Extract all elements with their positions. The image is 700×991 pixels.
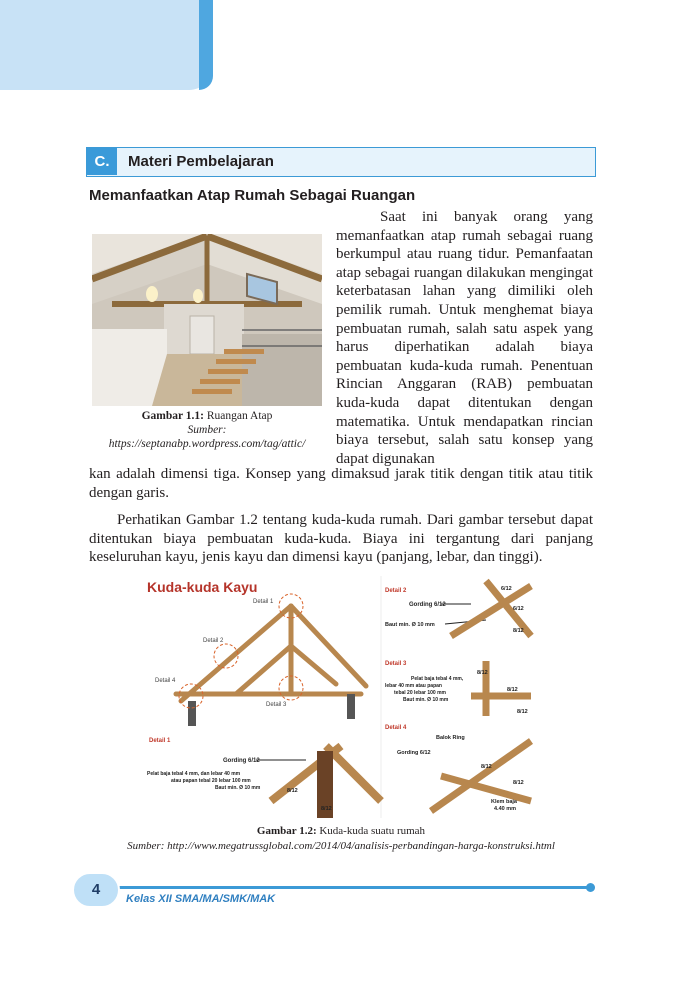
- truss-detail2-label: Detail 2: [203, 638, 224, 644]
- page-number: 4: [91, 881, 101, 898]
- d4-balok: Balok Ring: [436, 735, 465, 741]
- truss-detail3-label: Detail 3: [266, 702, 287, 708]
- d1-size1: 8/12: [287, 788, 298, 794]
- section-header: [86, 147, 596, 177]
- d4-gording: Gording 6/12: [397, 750, 431, 756]
- d4-size2: 8/12: [513, 780, 524, 786]
- attic-room-image: [92, 234, 322, 406]
- d3-line3: tebal 20 lebar 100 mm: [394, 690, 446, 696]
- truss-title: Kuda-kuda Kayu: [147, 579, 258, 595]
- d1-line1: Pelat baja tebal 4 mm, dan lebar 40 mm: [147, 771, 241, 777]
- d4-klem2: 4.40 mm: [494, 806, 517, 812]
- page-corner-tab: [0, 0, 213, 90]
- section-badge: C.: [87, 148, 117, 175]
- d1-gording: Gording 6/12: [223, 758, 260, 764]
- d1-title: Detail 1: [149, 738, 171, 744]
- d2-size2: 6/12: [513, 606, 524, 612]
- truss-diagram-image: [141, 576, 537, 818]
- d4-klem1: Klem baja: [491, 799, 517, 805]
- d2-title: Detail 2: [385, 588, 407, 594]
- figure1-caption-text: Ruangan Atap: [206, 410, 273, 422]
- d3-size1: 8/12: [477, 670, 488, 676]
- d4-size1: 8/12: [481, 764, 492, 770]
- book-title: Kelas XII SMA/MA/SMK/MAK: [126, 893, 276, 905]
- right-column: [336, 208, 593, 468]
- d1-line3: Baut min. Ø 10 mm: [215, 785, 261, 791]
- paragraph-2: Perhatikan Gambar 1.2 tentang kuda-kuda rumah. Dari gambar tersebut dapat ditentukan biaya pembuatan kuda-kuda. Biaya ini tergantung dari panjang keseluruhan kayu, jenis kayu dan dimensi kayu (panjang, lebar, dan tinggi).: [89, 512, 593, 566]
- figure2-caption: [89, 824, 593, 854]
- figure2-label: Gambar 1.2:: [256, 825, 317, 837]
- footer-dot: [586, 883, 595, 892]
- continuation-paragraph: kan adalah dimensi tiga. Konsep yang dimaksud jarak titik dengan titik atau titik dengan garis.: [89, 466, 593, 501]
- right-column-paragraph: Saat ini banyak orang yang memanfaatkan atap rumah sebagai ruang berkumpul atau ruang tidur. Pemanfaatan atap sebagai ruangan dilakukan mengingat keterbatasan lahan yang dimiliki oleh pemilik rumah. Untuk menghemat biaya pembuatan rumah, salah satu aspek yang harus diperhatikan adalah biaya pembuatan kuda-kuda rumah. Penentuan Rincian Anggaran (RAB) pembuatan kuda-kuda dapat ditentukan dengan matematika. Untuk mendapatkan rincian biaya tersebut, salah satu konsep yang dapat digunakan: [336, 209, 593, 467]
- d1-line2: atau papan tebal 20 lebar 100 mm: [171, 778, 251, 784]
- d2-size3: 8/12: [513, 628, 524, 634]
- d2-gording: Gording 6/12: [409, 602, 446, 608]
- d1-size2: 8/12: [321, 806, 332, 812]
- figure2-caption-text: Kuda-kuda suatu rumah: [319, 825, 426, 837]
- d3-line4: Baut min. Ø 10 mm: [403, 697, 449, 703]
- truss-detail1-label: Detail 1: [253, 599, 274, 605]
- d2-baut: Baut min. Ø 10 mm: [385, 622, 435, 628]
- d3-line2: lebar 40 mm atau papan: [385, 683, 442, 689]
- figure1-label: Gambar 1.1:: [141, 410, 205, 422]
- figure1-caption: [92, 409, 322, 451]
- d4-title: Detail 4: [385, 725, 407, 731]
- d3-size2: 8/12: [507, 687, 518, 693]
- figure2-source: Sumber: http://www.megatrussglobal.com/2014/04/analisis-perbandingan-harga-konstruksi.html: [127, 840, 555, 852]
- footer-line: [96, 886, 592, 889]
- truss-detail4-label: Detail 4: [155, 678, 176, 684]
- d3-line1: Pelat baja tebal 4 mm,: [411, 676, 464, 682]
- d3-size3: 8/12: [517, 709, 528, 715]
- d2-size1: 6/12: [501, 586, 512, 592]
- d3-title: Detail 3: [385, 661, 407, 667]
- page-number-badge: [72, 872, 120, 908]
- section-title: Materi Pembelajaran: [128, 153, 274, 170]
- figure1-source: Sumber: https://septanabp.wordpress.com/tag/attic/: [108, 424, 306, 450]
- sub-heading: Memanfaatkan Atap Rumah Sebagai Ruangan: [89, 187, 416, 204]
